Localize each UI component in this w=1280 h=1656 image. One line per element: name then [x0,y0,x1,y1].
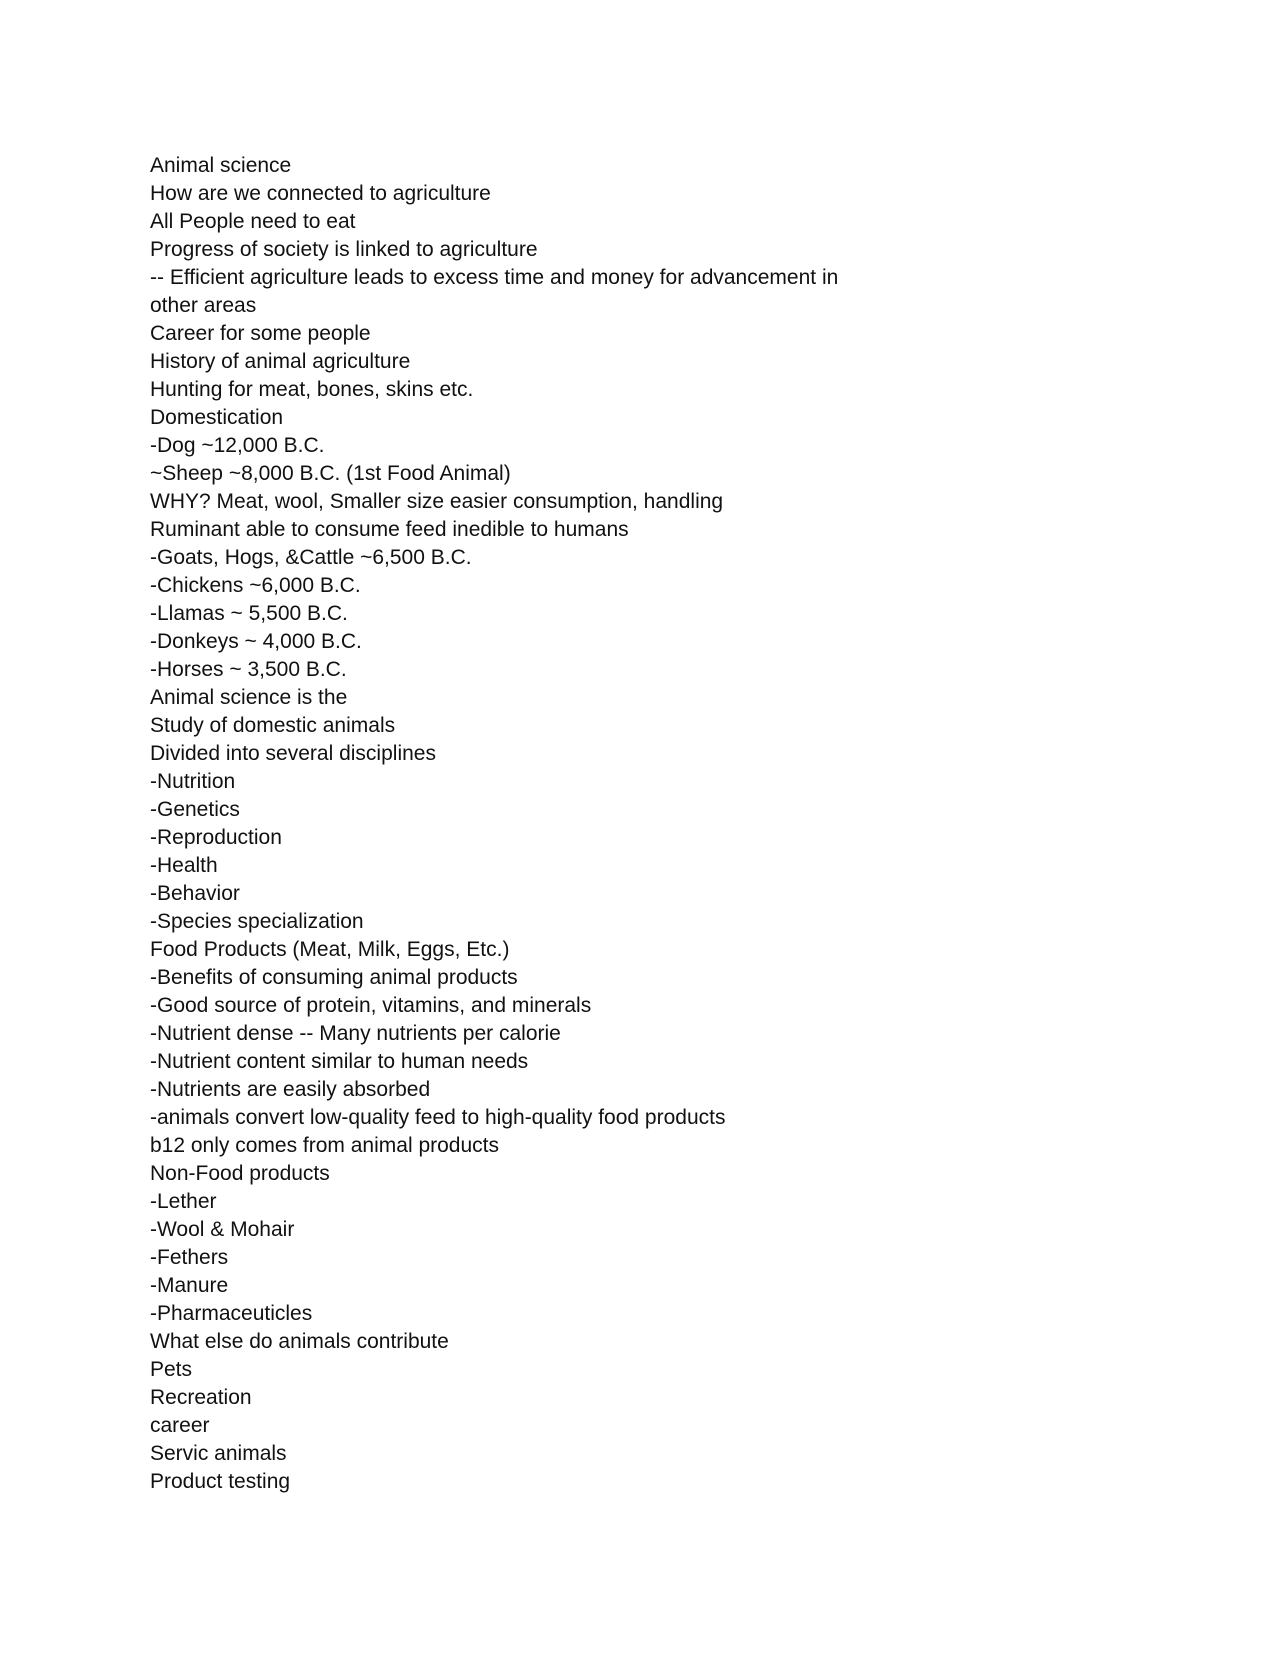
text-line: -Reproduction [150,826,282,849]
text-line: Divided into several disciplines [150,742,436,765]
text-line: Food Products (Meat, Milk, Eggs, Etc.) [150,938,510,961]
text-line: Non-Food products [150,1162,330,1185]
text-line: -Benefits of consuming animal products [150,966,518,989]
text-line: other areas [150,294,257,317]
text-line: -Nutrition [150,770,236,793]
text-line: -- Efficient agriculture leads to excess time and money for advancement in [150,266,839,289]
text-line: -Genetics [150,798,240,821]
text-line: -Good source of protein, vitamins, and minerals [150,994,592,1017]
text-line: Ruminant able to consume feed inedible to humans [150,518,629,541]
text-line: WHY? Meat, wool, Smaller size easier consumption, handling [150,490,724,513]
text-line: -Dog ~12,000 B.C. [150,434,325,457]
text-line: Study of domestic animals [150,714,396,737]
text-line: -animals convert low-quality feed to high-quality food products [150,1106,726,1129]
text-line: -Behavior [150,882,240,905]
text-line: -Donkeys ~ 4,000 B.C. [150,630,362,653]
text-line: -Chickens ~6,000 B.C. [150,574,361,597]
text-line: What else do animals contribute [150,1330,449,1353]
text-line: -Manure [150,1274,229,1297]
text-line: -Nutrients are easily absorbed [150,1078,431,1101]
text-line: -Nutrient content similar to human needs [150,1050,529,1073]
text-line: -Fethers [150,1246,229,1269]
document-title-line: Animal science [150,154,292,177]
text-line: -Llamas ~ 5,500 B.C. [150,602,348,625]
text-line: All People need to eat [150,210,356,233]
text-line: Career for some people [150,322,371,345]
text-line: Animal science is the [150,686,348,709]
document-body [150,152,1050,1496]
text-line: Progress of society is linked to agriculture [150,238,538,261]
text-line: Recreation [150,1386,252,1409]
text-line: Domestication [150,406,284,429]
text-line: -Pharmaceuticles [150,1302,313,1325]
text-line: -Nutrient dense -- Many nutrients per calorie [150,1022,561,1045]
text-line: Pets [150,1358,193,1381]
text-line: -Lether [150,1190,217,1213]
text-line: ~Sheep ~8,000 B.C. (1st Food Animal) [150,462,511,485]
text-line: Servic animals [150,1442,287,1465]
text-line: b12 only comes from animal products [150,1134,499,1157]
text-line: -Species specialization [150,910,364,933]
text-line: How are we connected to agriculture [150,182,491,205]
text-line: -Goats, Hogs, &Cattle ~6,500 B.C. [150,546,472,569]
text-line: -Wool & Mohair [150,1218,295,1241]
text-line: -Horses ~ 3,500 B.C. [150,658,347,681]
text-line: career [150,1414,210,1437]
text-line: Product testing [150,1470,291,1493]
text-line: Hunting for meat, bones, skins etc. [150,378,474,401]
text-line: History of animal agriculture [150,350,411,373]
text-line: -Health [150,854,218,877]
